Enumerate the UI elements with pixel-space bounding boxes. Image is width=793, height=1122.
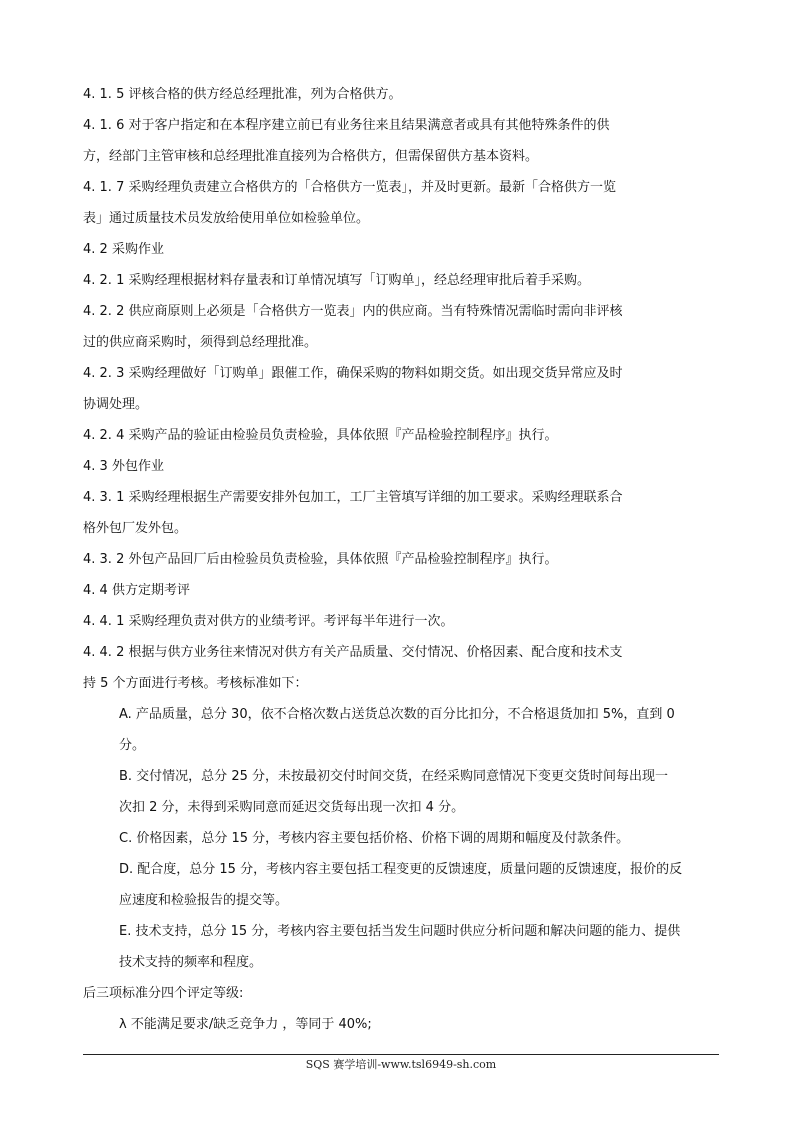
text-line: 4. 3. 1 采购经理根据生产需要安排外包加工，工厂主管填写详细的加工要求。采购经理联系合	[83, 490, 623, 505]
section-heading: 4. 3 外包作业	[83, 459, 164, 474]
criteria-item: 次扣 2 分，未得到采购同意而延迟交货每出现一次扣 4 分。	[119, 800, 465, 815]
page-footer: SQS 赛学培训-www.tsl6949-sh.com	[305, 1058, 497, 1071]
text-line: 4. 3. 2 外包产品回厂后由检验员负责检验，具体依照『产品检验控制程序』执行。	[83, 552, 558, 567]
text-line: 方，经部门主管审核和总经理批准直接列为合格供方，但需保留供方基本资料。	[83, 149, 539, 164]
criteria-item: 应速度和检验报告的提交等。	[119, 893, 289, 908]
criteria-item: D. 配合度，总分 15 分，考核内容主要包括工程变更的反馈速度，质量问题的反馈速度，报价的反	[119, 862, 683, 877]
criteria-item: E. 技术支持，总分 15 分，考核内容主要包括当发生问题时供应分析问题和解决问题的能力、提供	[119, 924, 681, 939]
text-line: 协调处理。	[83, 397, 149, 412]
document-body	[83, 79, 723, 1040]
text-line: 格外包厂发外包。	[83, 521, 188, 536]
criteria-item: B. 交付情况，总分 25 分，未按最初交付时间交货，在经采购同意情况下变更交货时间每出现一	[119, 769, 668, 784]
text-line: 4. 1. 5 评核合格的供方经总经理批准，列为合格供方。	[83, 87, 402, 102]
text-line: 4. 1. 6 对于客户指定和在本程序建立前已有业务往来且结果满意者或具有其他特殊条件的供	[83, 118, 610, 133]
section-heading: 4. 2 采购作业	[83, 242, 164, 257]
text-line: 4. 2. 1 采购经理根据材料存量表和订单情况填写「订购单」，经总经理审批后着手采购。	[83, 273, 590, 288]
criteria-item: 技术支持的频率和程度。	[119, 955, 263, 970]
criteria-item: A. 产品质量，总分 30，依不合格次数占送货总次数的百分比扣分，不合格退货加扣 5%，直到 0	[119, 707, 675, 722]
text-line: 4. 1. 7 采购经理负责建立合格供方的「合格供方一览表」，并及时更新。最新「合格供方一览	[83, 180, 616, 195]
text-line: 4. 4. 2 根据与供方业务往来情况对供方有关产品质量、交付情况、价格因素、配合度和技术支	[83, 645, 623, 660]
text-line: 持 5 个方面进行考核。考核标准如下：	[83, 676, 308, 691]
criteria-item: C. 价格因素，总分 15 分，考核内容主要包括价格、价格下调的周期和幅度及付款条件。	[119, 831, 630, 846]
text-line: 4. 2. 4 采购产品的验证由检验员负责检验，具体依照『产品检验控制程序』执行。	[83, 428, 558, 443]
section-heading: 4. 4 供方定期考评	[83, 583, 190, 598]
grade-intro: 后三项标准分四个评定等级:	[83, 986, 244, 1001]
text-line: 过的供应商采购时，须得到总经理批准。	[83, 335, 318, 350]
footer-divider	[83, 1054, 719, 1055]
criteria-item: 分。	[119, 738, 146, 753]
text-line: 4. 2. 2 供应商原则上必须是「合格供方一览表」内的供应商。当有特殊情况需临时需向非评核	[83, 304, 623, 319]
text-line: 4. 2. 3 采购经理做好「订购单」跟催工作，确保采购的物料如期交货。如出现交货异常应及时	[83, 366, 623, 381]
text-line: 4. 4. 1 采购经理负责对供方的业绩考评。考评每半年进行一次。	[83, 614, 454, 629]
grade-item: λ 不能满足要求/缺乏竞争力 ，等同于 40%;	[119, 1017, 372, 1032]
text-line: 表」通过质量技术员发放给使用单位如检验单位。	[83, 211, 370, 226]
